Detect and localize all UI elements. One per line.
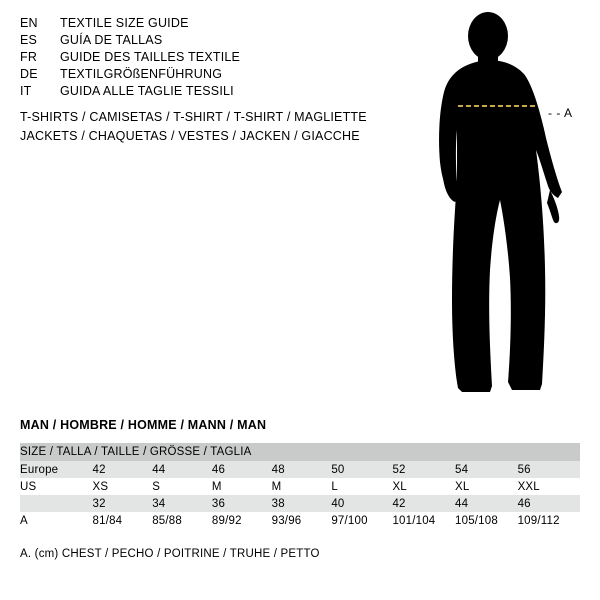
measure-label-a: - - A <box>548 106 573 120</box>
table-row <box>20 512 580 529</box>
cell: 36 <box>211 497 226 510</box>
language-code: ES <box>20 33 38 47</box>
language-row <box>20 33 390 50</box>
table-row <box>20 495 580 512</box>
category-line-tshirts: T-SHIRTS / CAMISETAS / T-SHIRT / T-SHIRT / MAGLIETTE <box>20 110 367 124</box>
language-list <box>20 16 390 101</box>
row-label <box>20 495 93 512</box>
table-header-label: SIZE / TALLA / TAILLE / GRÖSSE / TAGLIA <box>20 446 252 458</box>
table-row <box>20 461 580 478</box>
size-table <box>20 443 580 529</box>
cell: M <box>211 480 222 493</box>
cell: 34 <box>152 497 166 510</box>
cell: 52 <box>392 463 406 476</box>
cell: S <box>152 480 161 493</box>
language-text: TEXTILGRÖßENFÜHRUNG <box>60 67 223 81</box>
cell: M <box>271 480 282 493</box>
language-row <box>20 84 390 101</box>
silhouette-svg <box>400 10 600 410</box>
cell: XXL <box>517 480 540 493</box>
language-text: GUÍA DE TALLAS <box>60 33 163 47</box>
male-silhouette-figure <box>400 10 600 410</box>
cell: 97/100 <box>331 514 368 527</box>
cell: 93/96 <box>271 514 302 527</box>
cell: 85/88 <box>152 514 182 527</box>
cell: 81/84 <box>92 514 123 527</box>
cell: XS <box>92 480 109 493</box>
cell: 42 <box>392 497 406 510</box>
row-label: Europe <box>20 463 59 476</box>
cell: 109/112 <box>517 514 560 527</box>
cell: 50 <box>331 463 345 476</box>
row-label: A <box>20 514 28 527</box>
cell: 48 <box>271 463 285 476</box>
row-label: US <box>20 480 37 493</box>
language-code: EN <box>20 16 38 30</box>
table-header-row <box>20 443 580 461</box>
language-code: DE <box>20 67 38 81</box>
cell: 54 <box>455 463 469 476</box>
language-text: TEXTILE SIZE GUIDE <box>60 16 189 30</box>
cell: 46 <box>517 497 531 510</box>
cell: 38 <box>271 497 285 510</box>
cell: 44 <box>455 497 469 510</box>
cell: 32 <box>92 497 106 510</box>
cell: XL <box>455 480 470 493</box>
language-row <box>20 67 390 84</box>
cell: 40 <box>331 497 345 510</box>
cell: 42 <box>92 463 106 476</box>
footnote-chest: A. (cm) CHEST / PECHO / POITRINE / TRUHE / PETTO <box>20 548 320 560</box>
language-text: GUIDA ALLE TAGLIE TESSILI <box>60 84 234 98</box>
category-line-jackets: JACKETS / CHAQUETAS / VESTES / JACKEN / GIACCHE <box>20 129 360 143</box>
language-row <box>20 16 390 33</box>
cell: 89/92 <box>211 514 242 527</box>
table-title-man: MAN / HOMBRE / HOMME / MANN / MAN <box>20 418 267 432</box>
cell: 56 <box>517 463 531 476</box>
table-row <box>20 478 580 495</box>
language-code: IT <box>20 84 32 98</box>
cell: 105/108 <box>455 514 498 527</box>
cell: 44 <box>152 463 166 476</box>
category-list <box>20 110 420 148</box>
language-text: GUIDE DES TAILLES TEXTILE <box>60 50 241 64</box>
language-code: FR <box>20 50 38 64</box>
cell: XL <box>392 480 407 493</box>
cell: 101/104 <box>392 514 436 527</box>
language-row <box>20 50 390 67</box>
cell: 46 <box>211 463 226 476</box>
cell: L <box>331 480 338 493</box>
